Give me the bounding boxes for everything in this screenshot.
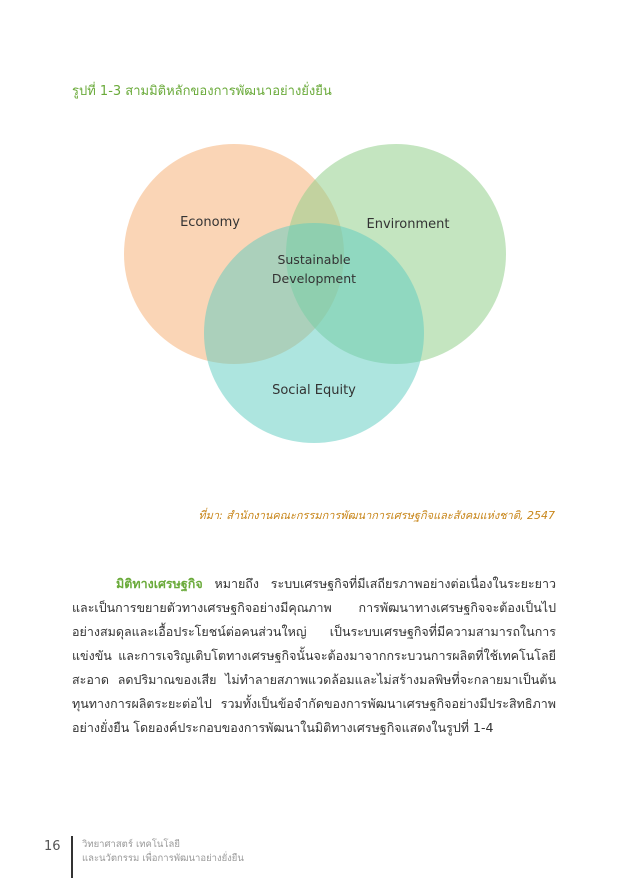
paragraph-text: หมายถึง ระบบเศรษฐกิจที่มีเสถียรภาพอย่างต่อเนื่องในระยะยาว และเป็นการขยายตัวทางเศรษฐกิจอย่างมีคุณภาพ การพัฒนาทางเศรษฐกิจจะต้องเป็นไปอย่างสมดุลและเอื้อประโยชน์ต่อคนส่วนใหญ่ เป็นระบบเศรษฐกิจที่มีความสามารถในการแข่งขัน และการเจริญเติบโตทางเศรษฐกิจนั้นจะต้องมาจากกระบวนการผลิตที่ใช้เทคโนโลยีสะอาด ลดปริมาณของเสีย ไม่ทำลายสภาพแวดล้อมและไม่สร้างมลพิษที่จะกลายมาเป็นต้นทุนทางการผลิตระยะต่อไป รวมทั้งเป็นข้อจำกัดของการพัฒนาเศรษฐกิจอย่างมีประสิทธิภาพอย่างยั่งยืน โดยองค์ประกอบของการพัฒนาในมิติทางเศรษฐกิจแสดงในรูปที่ 1-4	[72, 576, 556, 735]
development-label: Development	[271, 271, 357, 286]
footer-title-line2: และนวัตกรรม เพื่อการพัฒนาอย่างยั่งยืน	[82, 853, 244, 864]
social-equity-label: Social Equity	[272, 383, 356, 398]
environment-label: Environment	[366, 217, 450, 232]
figure-caption: รูปที่ 1-3 สามมิติหลักของการพัฒนาอย่างยั่งยืน	[72, 84, 332, 99]
body-paragraph	[72, 572, 556, 740]
footer-book-title	[82, 838, 244, 866]
sustainable-label: Sustainable	[277, 252, 351, 267]
economic-dimension-term: มิติทางเศรษฐกิจ	[116, 576, 203, 591]
footer-title-line1: วิทยาศาสตร์ เทคโนโลยี	[82, 839, 180, 850]
figure-source: ที่มา: สำนักงานคณะกรรมการพัฒนาการเศรษฐกิจและสังคมแห่งชาติ, 2547	[198, 509, 555, 522]
page-number: 16	[44, 839, 61, 854]
economy-label: Economy	[180, 215, 240, 230]
footer-divider	[71, 836, 73, 878]
